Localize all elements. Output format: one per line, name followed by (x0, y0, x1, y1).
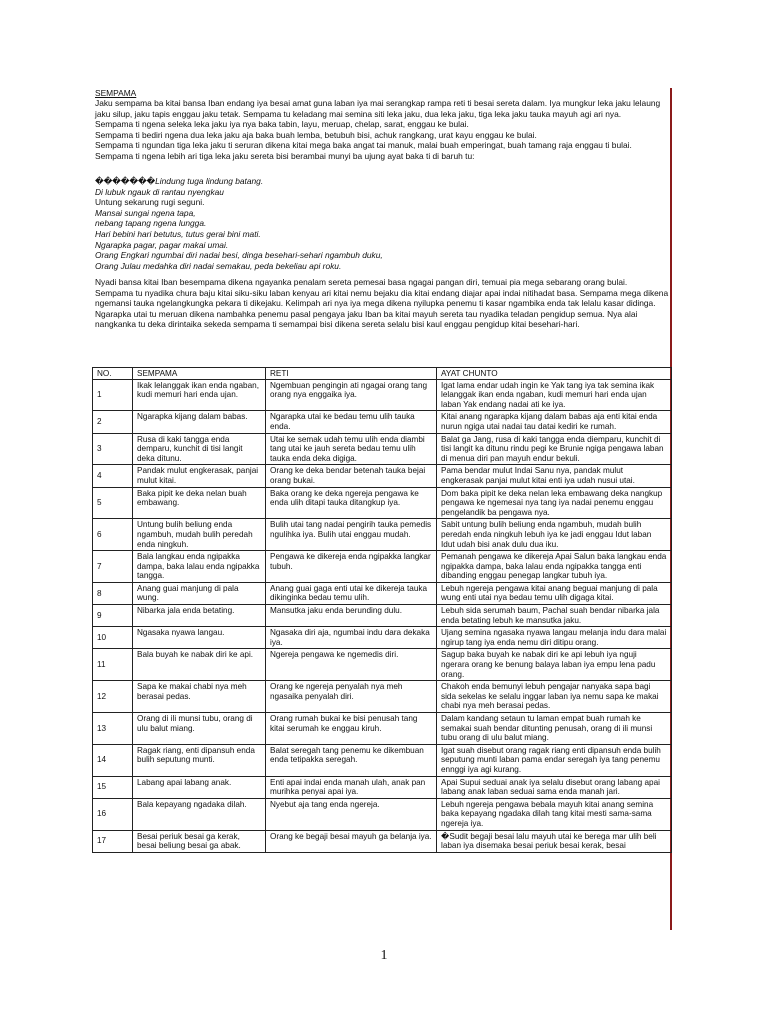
reti-cell: Ngembuan pengingin ati ngagai orang tang orang nya enggaika iya. (266, 379, 437, 411)
sempama-cell: Ragak riang, enti dipansuh enda bulih seputung munti. (133, 744, 266, 776)
sempama-cell: Ikak lelanggak ikan enda ngaban, kudi memuri hari enda ujan. (133, 379, 266, 411)
sempama-cell: Untung bulih beliung enda ngambuh, mudah bulih peredah enda ningkuh. (133, 519, 266, 551)
poem-line: Hari bebini hari betutus, tutus gerai bini mati. (95, 228, 261, 239)
poem-block (95, 176, 675, 271)
reti-cell: Orang ke begaji besai mayuh ga belanja iya. (266, 830, 437, 852)
sempama-table (92, 367, 672, 853)
table-row (93, 681, 672, 713)
table-row (93, 379, 672, 411)
row-number: 9 (93, 605, 133, 627)
page-number: 1 (380, 948, 388, 963)
intro-line: jaku silup, jaku tapis enggau jaku tetak. Sempama tu keladang mai semina siti leka jaku, dua leka jaku, tiga leka jaku tauka mayuh agi ari nya. (95, 108, 622, 119)
reti-cell: Bulih utai tang nadai pengirih tauka pemedis ngulihka iya. Bulih utai enggau mudah. (266, 519, 437, 551)
ayat-cell: Sagup baka buyah ke nabak diri ke api lebuh iya nguji ngerara orang ke benung balaya laban iya empu lena padu orang. (437, 649, 672, 681)
table-row (93, 744, 672, 776)
intro-line: Sempama ti ngundan tiga leka jaku ti seruran dikena kitai mega baka angat tai manuk, malai buah emperingat, buah tamang raja enggau ti bulai. (95, 140, 632, 151)
table-row (93, 582, 672, 604)
poem-line: Ngarapka pagar, pagar makai umai. (95, 239, 229, 250)
reti-cell: Pengawa ke dikereja enda ngipakka langkar tubuh. (266, 551, 437, 583)
ayat-cell: Apai Supui seduai anak iya selalu disebut orang labang apai labang anak laban seduai sama enda manah jari. (437, 776, 672, 798)
reti-cell: Balat seregah tang penemu ke dikembuan enda tetipakka seregah. (266, 744, 437, 776)
sempama-cell: Sapa ke makai chabi nya meh berasai pedas. (133, 681, 266, 713)
page-heading: SEMPAMA (95, 88, 137, 98)
table-row (93, 798, 672, 830)
reti-cell: Mansutka jaku enda berunding dulu. (266, 605, 437, 627)
intro-paragraph (95, 98, 675, 162)
row-number: 3 (93, 433, 133, 465)
sempama-cell: Ngasaka nyawa langau. (133, 627, 266, 649)
table-row (93, 465, 672, 487)
sempama-cell: Nibarka jala enda betating. (133, 605, 266, 627)
paragraph-line: Ngarapka utai tu meruan dikena nambahka penemu pasal pengaya jaku Iban ba kitai mayuh sereta tau nyadika teladan pengidup semua. Nya alai (95, 308, 638, 319)
table-row (93, 830, 672, 852)
ayat-cell: Kitai anang ngarapka kijang dalam babas aja enti kitai enda nurun ngiga utai nadai tau datai kediri ke rumah. (437, 411, 672, 433)
sempama-cell: Labang apai labang anak. (133, 776, 266, 798)
row-number: 5 (93, 487, 133, 519)
row-number: 7 (93, 551, 133, 583)
table-row (93, 649, 672, 681)
sempama-cell: Bala kepayang ngadaka dilah. (133, 798, 266, 830)
sempama-cell: Bala langkau enda ngipakka dampa, baka lalau enda ngipakka tangga. (133, 551, 266, 583)
intro-line: Sempama ti ngena lebih ari tiga leka jaku sereta bisi berambai munyi ba ujung ayat baka ti di baruh tu: (95, 150, 475, 161)
row-number: 15 (93, 776, 133, 798)
sempama-cell: Orang di ili munsi tubu, orang di ulu balut miang. (133, 713, 266, 745)
poem-line: Orang Engkari ngumbai diri nadai besi, dinga besehari-sehari ngambuh duku, (95, 250, 383, 261)
ayat-cell: Lebuh ngereja pengawa kitai anang beguai manjung di pala wung enti utai nya bedau temu ulih digaga kitai. (437, 582, 672, 604)
sempama-cell: Bala buyah ke nabak diri ke api. (133, 649, 266, 681)
poem-line: nebang tapang ngena lungga. (95, 218, 207, 229)
row-number: 1 (93, 379, 133, 411)
reti-cell: Nyebut aja tang enda ngereja. (266, 798, 437, 830)
intro-line: Jaku sempama ba kitai bansa Iban endang iya besai amat guna laban iya mai serangkap rampa reti ti besai sereta dalam. Iya mungkur leka jaku lelaung (95, 98, 661, 108)
poem-line: Di lubuk ngauk di rantau nyengkau (95, 186, 224, 197)
row-number: 17 (93, 830, 133, 852)
sempama-cell: Baka pipit ke deka nelan buah embawang. (133, 487, 266, 519)
paragraph-line: Sempama tu nyadika chura baju kitai siku-siku laban kenyau ari kitai nemu bejaku dia kitai endang diajar apai indai nitihadat basa. Sempama mega dikena (95, 287, 669, 298)
row-number: 10 (93, 627, 133, 649)
ayat-cell: Igat lama endar udah ingin ke Yak tang iya tak semina ikak lelanggak ikan enda ngaban, kudi memuri hari enda ujan laban Yak endang nadai ati ke iya. (437, 379, 672, 411)
sempama-cell: Ngarapka kijang dalam babas. (133, 411, 266, 433)
row-number: 2 (93, 411, 133, 433)
ayat-cell: Sabit untung bulih beliung enda ngambuh, mudah bulih peredah enda ningkuh lebuh iya ke jadi enggau Idut laban Idut udah bisi anak dulu dua iku. (437, 519, 672, 551)
reti-cell: Anang guai gaga enti utai ke dikereja tauka dikinginka bedau temu ulih. (266, 582, 437, 604)
reti-cell: Ngereja pengawa ke ngemedis diri. (266, 649, 437, 681)
reti-cell: Orang ke deka bendar betenah tauka bejai orang bukai. (266, 465, 437, 487)
paragraph-line: nangkanka tu deka dirintaika sekeda sempama ti semampai bisi dikena sereta selalu bisi kaul enggau pengidup kitai besehari-hari. (95, 319, 580, 330)
row-number: 6 (93, 519, 133, 551)
poem-line: Mansai sungai ngena tapa, (95, 207, 196, 218)
sempama-cell: Rusa di kaki tangga enda demparu, kunchit di tisi langit deka ditunu. (133, 433, 266, 465)
header-sempama: SEMPAMA (133, 368, 266, 380)
table-header-row (93, 368, 672, 380)
header-no: NO. (93, 368, 133, 380)
sempama-cell: Besai periuk besai ga kerak, besai beliung besai ga abak. (133, 830, 266, 852)
row-number: 14 (93, 744, 133, 776)
second-paragraph (95, 277, 675, 330)
intro-line: Sempama ti bediri ngena dua leka jaku aja baka buah lemba, betubuh bisi, achuk rangkang, urat kayu enggau ke bulai. (95, 129, 537, 140)
row-number: 11 (93, 649, 133, 681)
header-ayat-chunto: AYAT CHUNTO (437, 368, 672, 380)
reti-cell: Orang rumah bukai ke bisi penusah tang kitai serumah ke enggau kiruh. (266, 713, 437, 745)
row-number: 13 (93, 713, 133, 745)
table-row (93, 776, 672, 798)
poem-line: Untung sekarung rugi seguni. (95, 197, 205, 208)
table-row (93, 713, 672, 745)
reti-cell: Orang ke ngereja penyalah nya meh ngasaika penyalah diri. (266, 681, 437, 713)
row-number: 8 (93, 582, 133, 604)
header-reti: RETI (266, 368, 437, 380)
table-row (93, 627, 672, 649)
reti-cell: Ngasaka diri aja, ngumbai indu dara dekaka iya. (266, 627, 437, 649)
paragraph-line: Nyadi bansa kitai Iban besempama dikena ngayanka penalam sereta pemesai basa ngagai pangan diri, temuai pia mega sebarang orang bulai. (95, 277, 628, 287)
table-row (93, 519, 672, 551)
ayat-cell: Balat ga Jang, rusa di kaki tangga enda diemparu, kunchit di tisi langit ka ditunu rindu pegi ke Brunie ngiga pengawa laban di menua diri pan mayuh endur bekuli. (437, 433, 672, 465)
reti-cell: Enti apai indai enda manah ulah, anak pan murihka penyai apai iya. (266, 776, 437, 798)
row-number: 12 (93, 681, 133, 713)
table-row (93, 487, 672, 519)
intro-line: Sempama ti ngena seleka leka jaku iya nya baka tabin, layu, meruap, chelap, sarat, enggau ke bulai. (95, 119, 469, 130)
ayat-cell: Dalam kandang setaun tu laman empat buah rumah ke semakai suah bendar ditunting penusah, orang di ili munsi tubu orang di ulu balut miang. (437, 713, 672, 745)
reti-cell: Baka orang ke deka ngereja pengawa ke enda ulih ditapi tauka ditangkup iya. (266, 487, 437, 519)
ayat-cell: Lebuh sida serumah baum, Pachal suah bendar nibarka jala enda betating lebuh ke mansutka jaku. (437, 605, 672, 627)
table-row (93, 551, 672, 583)
poem-line: Orang Julau medahka diri nadai semakau, peda bekeliau api roku. (95, 260, 342, 271)
ayat-cell: Ujang semina ngasaka nyawa langau melanja indu dara malai ngirup tang iya enda nemu diri ditipu orang. (437, 627, 672, 649)
sempama-cell: Anang guai manjung di pala wung. (133, 582, 266, 604)
ayat-cell: Chakoh enda bemunyi lebuh pengajar nanyaka sapa bagi sida sekelas ke selalu inggar laban iya nemu sapa ke makai chabi nya meh berasai pedas. (437, 681, 672, 713)
ayat-cell: Lebuh ngereja pengawa bebala mayuh kitai anang semina baka kepayang ngadaka dilah tang kitai mesti sama-sama ngereja iya. (437, 798, 672, 830)
table-row (93, 411, 672, 433)
ayat-cell: Dom baka pipit ke deka nelan leka embawang deka nangkup pengawa ke ngemesai nya tang iya nadai penemu enggau pengelandik ba pengawa nya. (437, 487, 672, 519)
ayat-cell: �Sudit begaji besai lalu mayuh utai ke berega mar ulih beli laban iya disemaka besai periuk besai kerak, besai (437, 830, 672, 852)
sempama-cell: Pandak mulut engkerasak, panjai mulut kitai. (133, 465, 266, 487)
reti-cell: Utai ke semak udah temu ulih enda diambi tang utai ke jauh sereta bedau temu ulih tauka enda deka digiga. (266, 433, 437, 465)
row-number: 4 (93, 465, 133, 487)
poem-line: �������Lindung tuga lindung batang. (95, 176, 264, 186)
ayat-cell: Igat suah disebut orang ragak riang enti dipansuh enda bulih seputung munti laban pama endar seregah iya tang penemu ennggi iya agi kurang. (437, 744, 672, 776)
replacement-glyphs: ������� (95, 176, 156, 186)
ayat-cell: Pama bendar mulut Indai Sanu nya, pandak mulut engkerasak panjai mulut kitai enti iya udah nusui utai. (437, 465, 672, 487)
reti-cell: Ngarapka utai ke bedau temu ulih tauka enda. (266, 411, 437, 433)
table-row (93, 433, 672, 465)
ayat-cell: Pemanah pengawa ke dikereja Apai Salun baka langkau enda ngipakka dampa, baka lalau enda ngipakka tangga enti dibanding enggau penegap langkar tubuh iya. (437, 551, 672, 583)
row-number: 16 (93, 798, 133, 830)
paragraph-line: ngemansi tauka ngelangkungka pekara ti dikejaku. Kelimpah ari nya iya mega dikena nyilupka penemu ti kasar ngambika enda tak lelalu kasar didinga. (95, 298, 656, 309)
table-row (93, 605, 672, 627)
